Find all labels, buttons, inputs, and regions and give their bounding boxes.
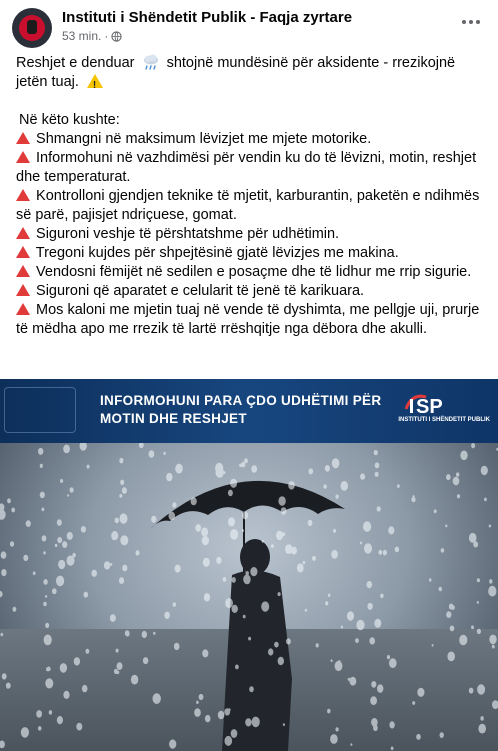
rain-drop (367, 581, 373, 588)
rain-drop (40, 492, 45, 499)
rain-drop (1, 551, 7, 558)
rain-drop (456, 472, 459, 476)
rain-drop (110, 614, 116, 622)
rain-drop (480, 716, 483, 721)
rain-drop (174, 643, 180, 650)
rain-drop (391, 747, 394, 751)
rain-drop (328, 594, 331, 597)
rain-drop (469, 533, 477, 543)
rain-drop (370, 696, 377, 705)
rain-drop (316, 643, 319, 647)
rain-drop (380, 594, 384, 599)
rain-drop (374, 450, 378, 455)
rain-drop (228, 517, 235, 526)
rain-drop (232, 577, 236, 583)
red-triangle-icon (16, 132, 30, 144)
rain-drop (119, 494, 122, 498)
rain-drop (397, 484, 400, 488)
rain-drop (43, 602, 47, 607)
rain-drop (325, 465, 330, 472)
rain-drop (439, 587, 443, 592)
rain-drop (360, 473, 365, 479)
rain-drop (57, 519, 62, 526)
rain-drop (166, 473, 172, 481)
rain-drop (143, 657, 148, 664)
rain-drop (173, 602, 176, 606)
warning-icon (87, 74, 103, 88)
red-triangle-icon (16, 246, 30, 258)
rain-drop (235, 665, 239, 670)
rain-drop (416, 734, 421, 740)
rain-drop (43, 579, 47, 585)
rain-drop (120, 513, 128, 523)
rain-drop (477, 578, 480, 582)
rain-drop (445, 525, 447, 528)
rain-drop (43, 551, 46, 554)
rain-drop (126, 633, 129, 637)
rain-drop (149, 450, 155, 458)
advice-text: Shmangni në maksimum lëvizjet me mjete motorike. (36, 131, 372, 147)
rain-drop (110, 563, 112, 566)
rain-drop (26, 520, 31, 527)
rain-drop (489, 579, 492, 584)
rain-drop (492, 700, 498, 709)
rain-drop (119, 577, 124, 584)
page-name-link[interactable]: Instituti i Shëndetit Publik - Faqja zyrtare (62, 9, 353, 26)
rain-drop (216, 557, 221, 564)
rain-drop (2, 673, 7, 679)
advice-text: Tregoni kujdes për shpejtësinë gjatë lëvizjes me makina. (35, 245, 399, 261)
page-avatar[interactable] (12, 8, 52, 48)
advice-item (16, 244, 486, 263)
banner-header (0, 379, 498, 443)
rain-drop (191, 497, 197, 505)
rain-drop (60, 479, 63, 483)
post-image[interactable] (0, 379, 498, 751)
rain-drop (228, 490, 233, 497)
rain-drop (23, 555, 28, 561)
rain-drop (62, 541, 67, 548)
rain-drop (325, 601, 328, 605)
rain-drop (223, 577, 227, 582)
rain-drop (377, 506, 381, 511)
rain-drop (218, 711, 225, 720)
rain-drop (488, 586, 496, 597)
rain-drop (446, 474, 451, 480)
rain-drop (169, 739, 176, 748)
rain-drop (489, 635, 496, 645)
rain-drop (21, 727, 29, 738)
advice-item (16, 301, 486, 339)
rain-drop (477, 629, 481, 634)
rain-drop (120, 535, 128, 545)
rain-drop (369, 637, 375, 644)
rain-drop (76, 723, 82, 731)
rain-drop (10, 541, 14, 547)
advice-text: Siguroni veshje të përshtatshme për udhëtimin. (36, 226, 340, 242)
rain-drop (11, 508, 15, 513)
rain-drop (389, 721, 394, 728)
rain-drop (74, 657, 80, 665)
rain-drop (250, 567, 257, 576)
rain-drop (252, 717, 260, 728)
rain-drop (136, 550, 140, 555)
rain-drop (153, 632, 155, 635)
rain-drop (377, 684, 383, 692)
advice-item (16, 130, 486, 149)
rain-drop (231, 729, 238, 738)
rain-drop (33, 571, 36, 575)
rain-drop (364, 543, 372, 553)
rain-drop (57, 537, 62, 543)
rain-drop (1, 569, 6, 576)
advice-text: Kontrolloni gjendjen teknike të mjetit, karburantin, paketën e ndihmës së parë, pajisjet ndriçuese, gomat. (16, 188, 480, 223)
rain-drop (203, 558, 210, 567)
cloud-rain-icon (142, 54, 160, 70)
rain-drop (278, 592, 281, 596)
rain-drop (52, 588, 57, 594)
rain-drop (239, 464, 242, 468)
rain-drop (278, 496, 285, 506)
rain-drop (112, 534, 116, 540)
rain-drop (484, 498, 487, 502)
rain-drop (411, 497, 415, 502)
rain-drop (38, 448, 43, 455)
rain-drop (87, 465, 90, 469)
rain-drop (460, 451, 467, 461)
meta-separator: · (104, 29, 109, 43)
globe-icon[interactable] (111, 31, 122, 42)
rain-drop (230, 479, 237, 488)
post-timestamp[interactable]: 53 min. (62, 29, 102, 43)
rain-drop (7, 498, 11, 503)
rain-drop (205, 715, 211, 722)
rain-drop (477, 684, 485, 694)
rain-drop (63, 445, 70, 454)
intro-text-2: shtojnë mundësinë për aksidente - rrezikojnë jetën tuaj. (16, 55, 456, 90)
rain-drop (248, 637, 251, 641)
rain-drop (363, 521, 371, 532)
rain-drop (450, 626, 455, 632)
rain-drop (336, 495, 339, 499)
rain-drop (58, 560, 65, 569)
rain-drop (40, 464, 43, 468)
rain-drop (489, 525, 491, 528)
rain-drop (492, 645, 495, 649)
rain-drop (122, 487, 127, 494)
rain-drop (327, 709, 330, 714)
rain-drop (45, 623, 49, 628)
rain-drop (0, 509, 6, 519)
rain-drop (332, 458, 340, 468)
rain-drop (356, 620, 364, 631)
rain-drop (341, 626, 343, 629)
rain-drop (350, 677, 357, 686)
rain-drop (57, 716, 63, 724)
rain-drop (441, 548, 445, 553)
rain-drop (268, 648, 273, 655)
rain-drop (429, 578, 432, 581)
rain-drop (285, 544, 293, 554)
rain-drop (341, 481, 348, 491)
rain-drop (375, 472, 379, 477)
rain-drop (367, 603, 372, 610)
advice-item (16, 149, 486, 187)
rain-drop (117, 662, 123, 670)
rain-drop (63, 691, 69, 699)
rain-drop (477, 601, 479, 604)
advice-text: Siguroni që aparatet e celularit të jenë të karikuara. (36, 283, 365, 299)
rain-drop (82, 685, 88, 692)
advice-item (16, 187, 486, 225)
rain-drop (288, 481, 295, 489)
rain-drop (308, 520, 313, 526)
rain-drop (336, 727, 339, 731)
rain-drop (387, 655, 390, 659)
rain-drop (91, 570, 97, 577)
rain-drop (245, 718, 251, 726)
red-triangle-icon (16, 303, 30, 315)
rain-drop (350, 743, 352, 746)
rain-drop (164, 612, 170, 619)
rain-drop (309, 468, 314, 474)
rain-drop (242, 529, 244, 532)
rain-drop (446, 611, 451, 618)
banner-title: INFORMOHUNI PARA ÇDO UDHËTIMI PËR MOTIN DHE RESHJET (100, 393, 382, 426)
rain-drop (81, 526, 86, 533)
rain-drop (283, 723, 285, 726)
rain-drop (228, 708, 231, 711)
post-meta (62, 29, 122, 43)
rain-drop (281, 507, 287, 514)
rain-drop (271, 544, 274, 548)
rain-drop (116, 649, 119, 653)
red-triangle-icon (16, 189, 30, 201)
rain-drop (45, 595, 47, 598)
rain-drop (55, 544, 58, 547)
red-triangle-icon (16, 151, 30, 163)
rain-drop (199, 694, 204, 700)
rain-drop (84, 592, 89, 598)
rain-drop (72, 553, 76, 558)
rain-drop (278, 657, 284, 665)
rain-drop (44, 635, 52, 646)
rain-drop (453, 477, 460, 486)
rain-drop (67, 532, 73, 540)
rain-drop (215, 463, 223, 474)
rain-drop (434, 509, 437, 513)
rain-drop (202, 536, 209, 545)
rain-drop (243, 615, 246, 619)
rain-drop (175, 464, 183, 474)
rain-drop (447, 652, 455, 662)
rain-drop (86, 649, 90, 654)
intro-text: Reshjet e denduar (16, 55, 135, 71)
advice-text: Mos kaloni me mjetin tuaj në vende të dyshimta, me pellgje uji, prurje të mëdha apo me rrezik të lartë rrëshqitje nga dëbora dhe akulli. (16, 302, 480, 337)
rain-drop (360, 542, 362, 545)
rain-drop (153, 693, 161, 704)
rain-drop (347, 611, 354, 620)
banner-org-label: INSTITUTI I SHËNDETIT PUBLIK (398, 417, 490, 423)
rain-drop (7, 686, 9, 689)
rain-drop (375, 462, 380, 468)
rain-drop (142, 631, 147, 638)
rain-drop (172, 502, 176, 507)
rain-drop (114, 669, 118, 674)
rain-drop (478, 724, 486, 734)
rain-drop (440, 732, 444, 738)
rain-drop (457, 494, 460, 498)
rain-drop (371, 681, 376, 688)
rain-drop (175, 565, 181, 573)
rain-drop (451, 605, 455, 610)
rain-drop (297, 563, 304, 572)
rain-drop (374, 619, 381, 628)
advice-item (16, 282, 486, 301)
rain-drop (378, 550, 382, 555)
rain-drop (67, 494, 69, 497)
advice-item (16, 225, 486, 244)
rain-drop (13, 607, 17, 612)
rain-drop (459, 635, 467, 646)
rain-drop (246, 571, 249, 575)
rain-drop (276, 531, 283, 540)
rain-drop (202, 649, 208, 657)
red-triangle-icon (16, 265, 30, 277)
rain-drop (225, 598, 233, 608)
conditions-heading: Në këto kushte: (19, 112, 120, 128)
rain-drop (305, 609, 307, 612)
rain-drop (249, 686, 254, 692)
rain-drop (0, 741, 5, 749)
rain-drop (432, 644, 434, 647)
rain-drop (389, 658, 397, 668)
rain-drop (412, 701, 415, 705)
rain-drop (194, 708, 201, 717)
rain-drop (471, 625, 474, 629)
rain-drop (49, 710, 52, 714)
rain-drop (42, 535, 47, 541)
rain-drop (335, 661, 343, 671)
rain-drop (36, 710, 42, 718)
rain-drop (47, 667, 51, 672)
rain-drop (481, 466, 488, 475)
rain-drop (303, 561, 306, 564)
institution-building-icon (4, 387, 76, 433)
rain-drop (383, 550, 387, 556)
rain-drop (131, 675, 138, 685)
rain-drop (225, 736, 233, 746)
rain-drop (355, 638, 359, 643)
rain-drop (169, 512, 176, 521)
rain-drop (286, 638, 291, 644)
rain-drop (196, 701, 199, 704)
rain-drop (245, 577, 251, 584)
rain-drop (388, 526, 394, 534)
rain-drop (469, 688, 474, 694)
rain-drop (331, 659, 333, 662)
rain-drop (120, 480, 124, 485)
rain-drop (38, 726, 42, 731)
rain-drop (242, 512, 248, 520)
rain-drop (282, 532, 285, 536)
rain-drop (201, 527, 208, 536)
rain-drop (163, 452, 165, 455)
red-triangle-icon (16, 227, 30, 239)
post-intro (16, 54, 486, 92)
rain-drop (104, 561, 110, 569)
rain-drop (232, 605, 238, 613)
rain-drop (323, 484, 326, 488)
rain-drop (151, 516, 156, 523)
rain-drop (122, 565, 127, 572)
rain-drop (0, 591, 3, 597)
svg-text:SP: SP (416, 396, 443, 418)
more-options-icon[interactable] (458, 12, 484, 32)
rain-drop (251, 465, 257, 473)
post-body (16, 54, 486, 339)
rain-drop (115, 518, 119, 524)
rain-drop (330, 734, 338, 744)
rain-drop (204, 593, 210, 601)
rain-drop (119, 458, 123, 464)
rain-drop (45, 678, 53, 688)
rain-drop (56, 576, 64, 587)
post-header (0, 0, 498, 50)
red-triangle-icon (16, 284, 30, 296)
rain-drop (195, 524, 201, 532)
advice-text: Informohuni në vazhdimësi për vendin ku do të lëvizni, motin, reshjet dhe temperaturat. (16, 150, 477, 185)
advice-list (16, 130, 486, 339)
rain-drop (261, 601, 269, 611)
rain-drop (274, 642, 279, 648)
advice-text: Vendosni fëmijët në sedilen e posaçme dhe të lidhur me rrip sigurie. (36, 264, 472, 280)
rain-drop (312, 556, 316, 561)
rain-drop (42, 508, 45, 512)
rain-drop (371, 718, 378, 727)
rain-drop (262, 540, 264, 543)
rain-drop (230, 529, 238, 540)
rain-drop (1, 633, 4, 636)
advice-item (16, 263, 486, 282)
rain-drop (60, 663, 67, 673)
rain-drop (70, 487, 74, 492)
rain-drop (333, 529, 336, 533)
rain-drop (471, 443, 475, 448)
rain-drop (417, 688, 424, 697)
rain-drop (331, 550, 338, 559)
rain-drop (395, 547, 399, 553)
